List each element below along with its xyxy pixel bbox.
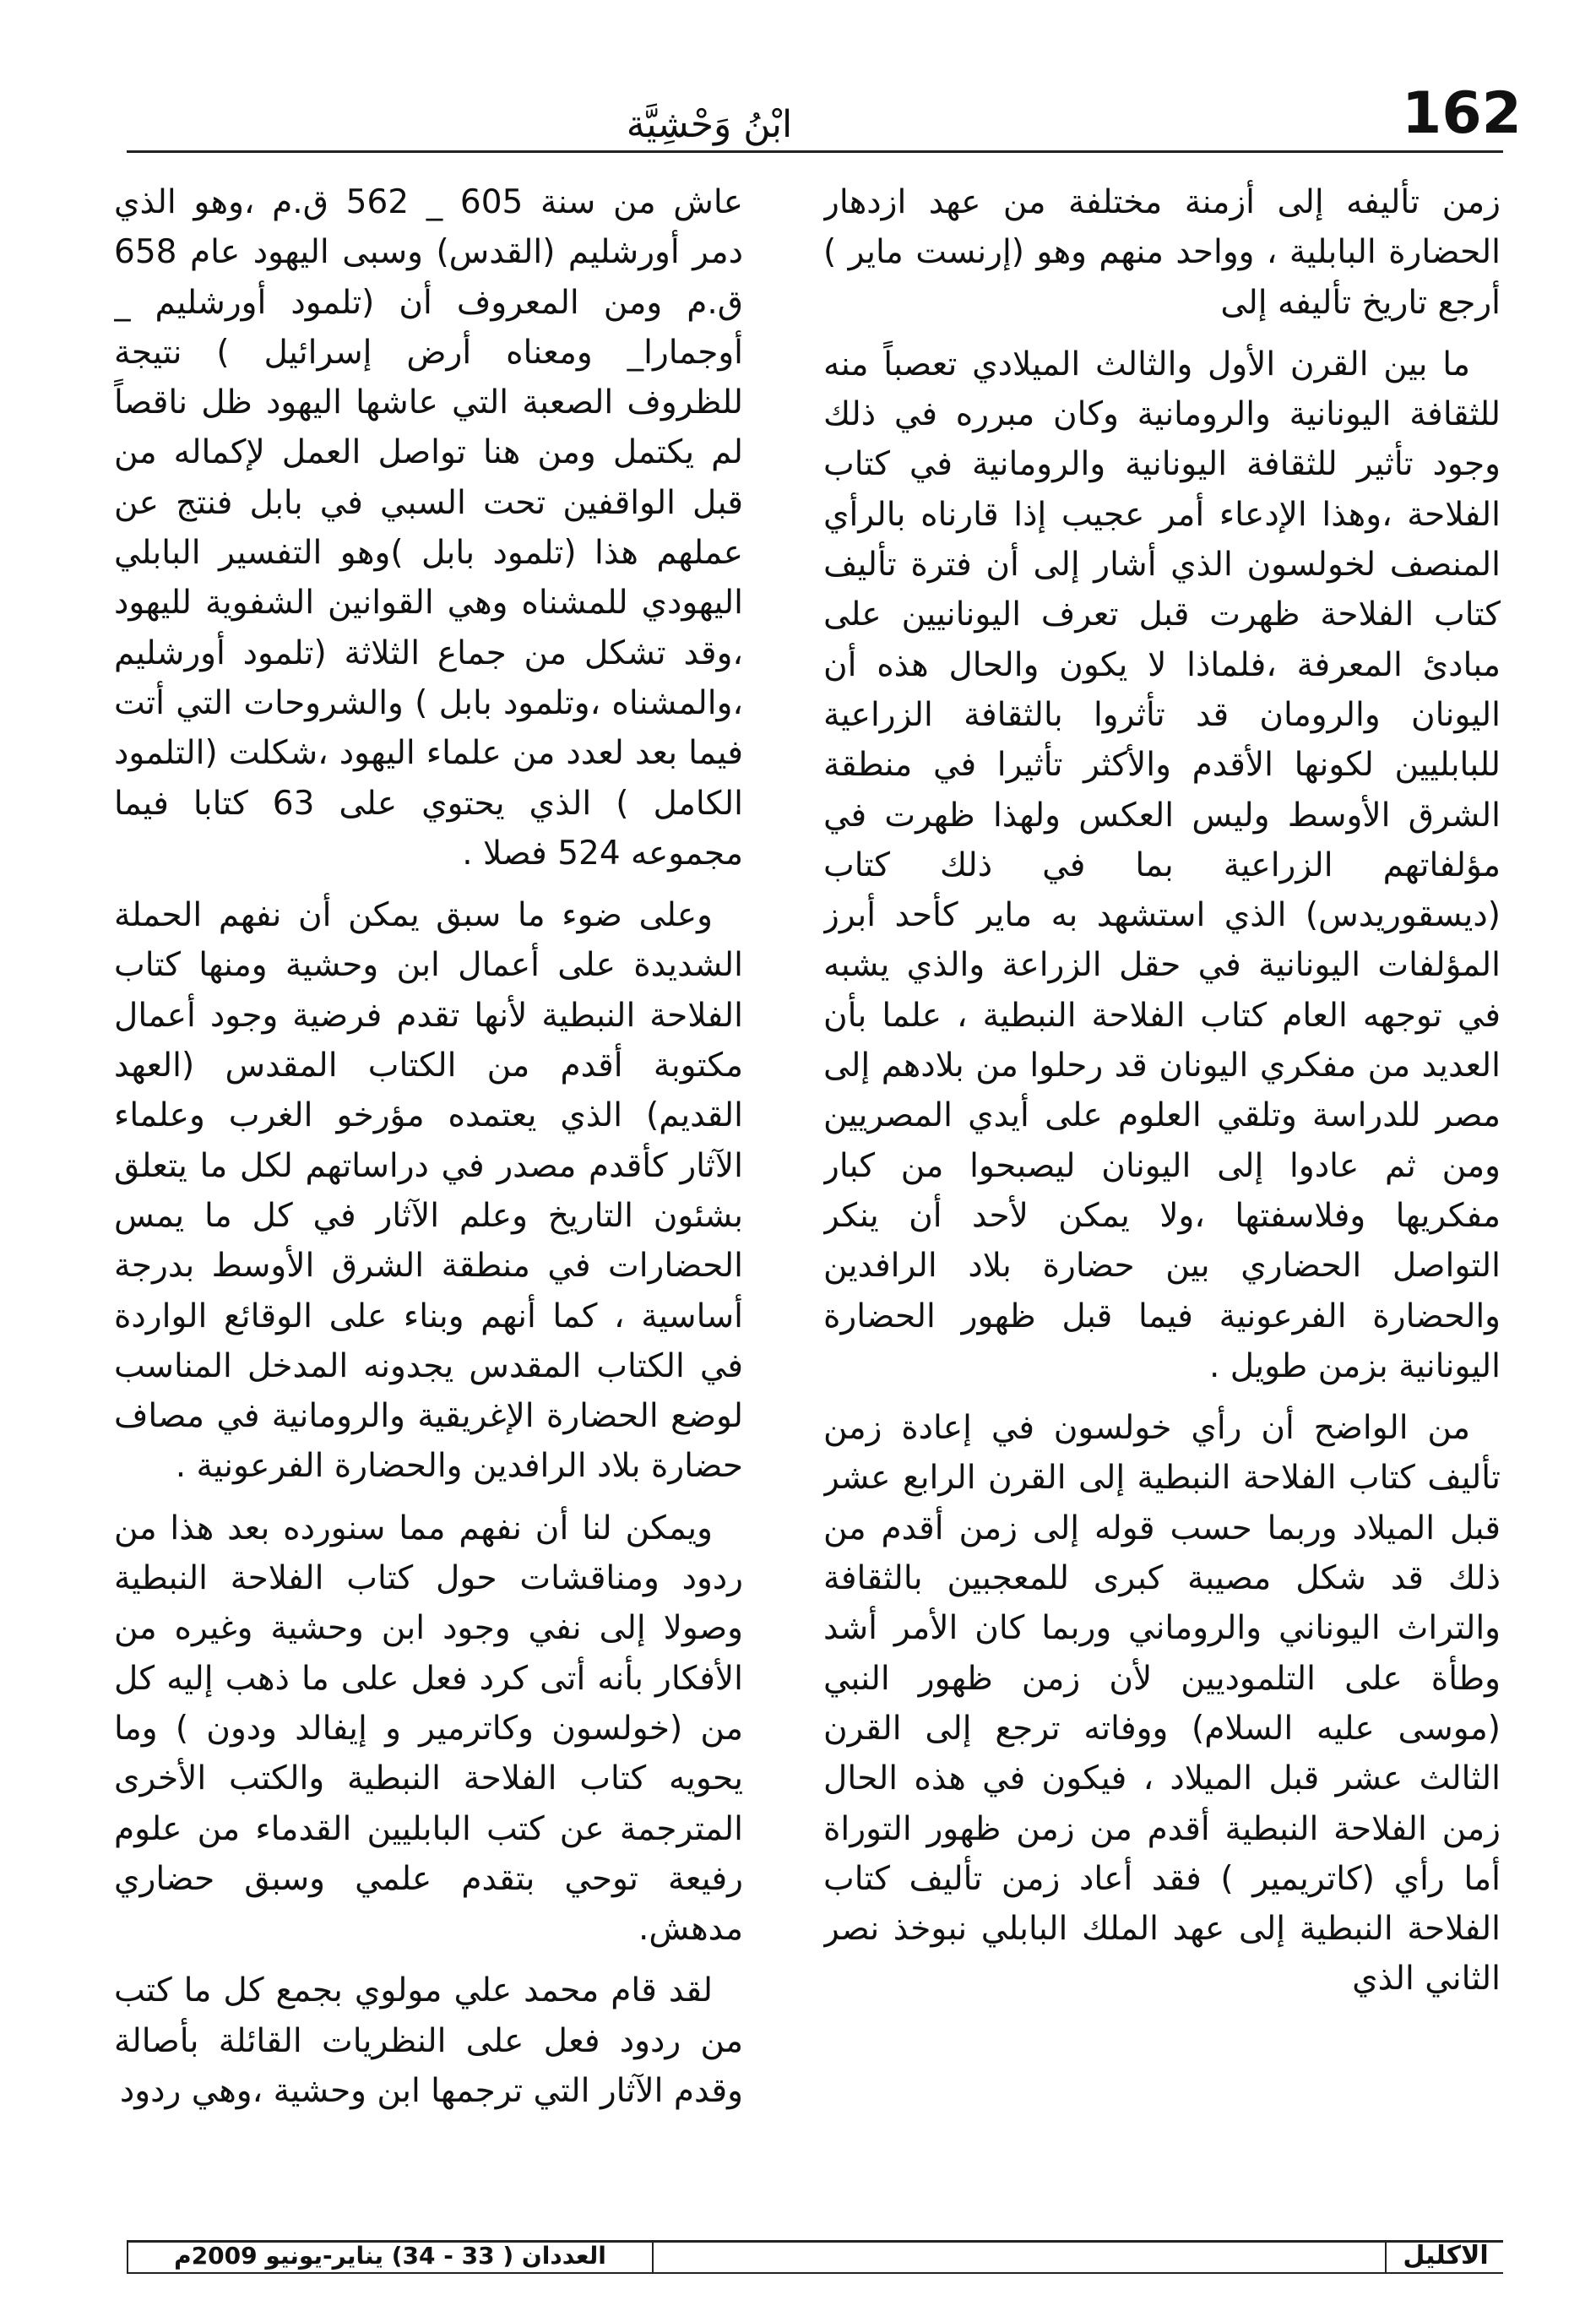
right-column	[823, 177, 1501, 2289]
page-number: 162	[1402, 80, 1522, 147]
paragraph: ما بين القرن الأول والثالث الميلادي تعصباً منه للثقافة اليونانية والرومانية وكان مبرره في ذلك وجود تأثير للثقافة اليونانية والرومانية في كتاب الفلاحة ،وهذا الإدعاء أمر عجيب إذا قارناه بالرأي المنصف لخولسون الذي أشار إلى أن فترة تأليف كتاب الفلاحة ظهرت قبل تعرف اليونانيين على مبادئ المعرفة ،فلماذا لا يكون والحال هذه أن اليونان والرومان قد تأثروا بالثقافة الزراعية للبابليين لكونها الأقدم والأكثر تأثيرا في منطقة الشرق الأوسط وليس العكس ولهذا ظهرت في مؤلفاتهم الزراعية بما في ذلك كتاب (ديسقوريدس) الذي استشهد به ماير كأحد أبرز المؤلفات اليونانية في حقل الزراعة والذي يشبه في توجهه العام كتاب الفلاحة النبطية ، علما بأن العديد من مفكري اليونان قد رحلوا من بلادهم إلى مصر للدراسة وتلقي العلوم على أيدي المصريين ومن ثم عادوا إلى اليونان ليصبحوا من كبار مفكريها وفلاسفتها ،ولا يمكن لأحد أن ينكر التواصل الحضاري بين حضارة بلاد الرافدين والحضارة الفرعونية فيما قبل ظهور الحضارة اليونانية بزمن طويل .	[823, 345, 1501, 1385]
paragraph: عاش من سنة 605 _ 562 ق.م ،وهو الذي دمر أورشليم (القدس) وسبى اليهود عام 658 ق.م ومن المعروف أن (تلمود أورشليم _ أوجمارا_ ومعناه أرض إسرائيل ) نتيجة للظروف الصعبة التي عاشها اليهود ظل ناقصاً لم يكتمل ومن هنا تواصل العمل لإكماله من قبل الواقفين تحت السبي في بابل فنتج عن عملهم هذا (تلمود بابل )وهو التفسير البابلي اليهودي للمشناه وهي القوانين الشفوية لليهود ،وقد تشكل من جماع الثلاثة (تلمود أورشليم ،والمشناه ،وتلمود بابل ) والشروحات التي أتت فيما بعد لعدد من علماء اليهود ،شكلت (التلمود الكامل ) الذي يحتوي على 63 كتابا فيما مجموعه 524 فصلا .	[114, 183, 743, 873]
paragraph: من الواضح أن رأي خولسون في إعادة زمن تأليف كتاب الفلاحة النبطية إلى القرن الرابع عشر قبل الميلاد وربما حسب قوله إلى زمن أقدم من ذلك قد شكل مصيبة كبرى للمعجبين بالثقافة والتراث اليوناني والروماني وربما كان الأمر أشد وطأة على التلموديين لأن زمن ظهور النبي (موسى عليه السلام) ووفاته ترجع إلى القرن الثالث عشر قبل الميلاد ، فيكون في هذه الحال زمن الفلاحة النبطية أقدم من زمن ظهور التوراة أما رأي (كاتريمير ) فقد أعاد زمن تأليف كتاب الفلاحة النبطية إلى عهد الملك البابلي نبوخذ نصر الثاني الذي	[823, 1409, 1501, 1998]
journal-logo: الاكليل	[1385, 2240, 1505, 2272]
footer-divider-bottom	[127, 2272, 1503, 2274]
paragraph: زمن تأليفه إلى أزمنة مختلفة من عهد ازدهار الحضارة البابلية ، وواحد منهم وهو (إرنست ماير ) أرجع تاريخ تأليفه إلى	[823, 183, 1501, 322]
left-column	[114, 177, 743, 2289]
footer-issue-label: العددان ( 33 - 34) يناير-يونيو 2009م	[127, 2240, 654, 2272]
paragraph: وعلى ضوء ما سبق يمكن أن نفهم الحملة الشديدة على أعمال ابن وحشية ومنها كتاب الفلاحة النبطية لأنها تقدم فرضية وجود أعمال مكتوبة أقدم من الكتاب المقدس (العهد القديم) الذي يعتمده مؤرخو الغرب وعلماء الآثار كأقدم مصدر في دراساتهم لكل ما يتعلق بشئون التاريخ وعلم الآثار في كل ما يمس الحضارات في منطقة الشرق الأوسط بدرجة أساسية ، كما أنهم وبناء على الوقائع الواردة في الكتاب المقدس يجدونه المدخل المناسب لوضع الحضارة الإغريقية والرومانية في مصاف حضارة بلاد الرافدين والحضارة الفرعونية .	[114, 896, 743, 1486]
running-title: ابْنُ وَحْشِيَّة	[626, 103, 793, 146]
paragraph: لقد قام محمد علي مولوي بجمع كل ما كتب من ردود فعل على النظريات القائلة بأصالة وقدم الآثار التي ترجمها ابن وحشية ،وهي ردود	[114, 1971, 743, 2110]
paragraph: ويمكن لنا أن نفهم مما سنورده بعد هذا من ردود ومناقشات حول كتاب الفلاحة النبطية وصولا إلى نفي وجود ابن وحشية وغيره من الأفكار بأنه أتى كرد فعل على ما ذهب إليه كل من (خولسون وكاترمير و إيفالد ودون ) وما يحويه كتاب الفلاحة النبطية والكتب الأخرى المترجمة عن كتب البابليين القدماء من علوم رفيعة توحي بتقدم علمي وسبق حضاري مدهش.	[114, 1509, 743, 1949]
header-divider	[127, 150, 1503, 153]
